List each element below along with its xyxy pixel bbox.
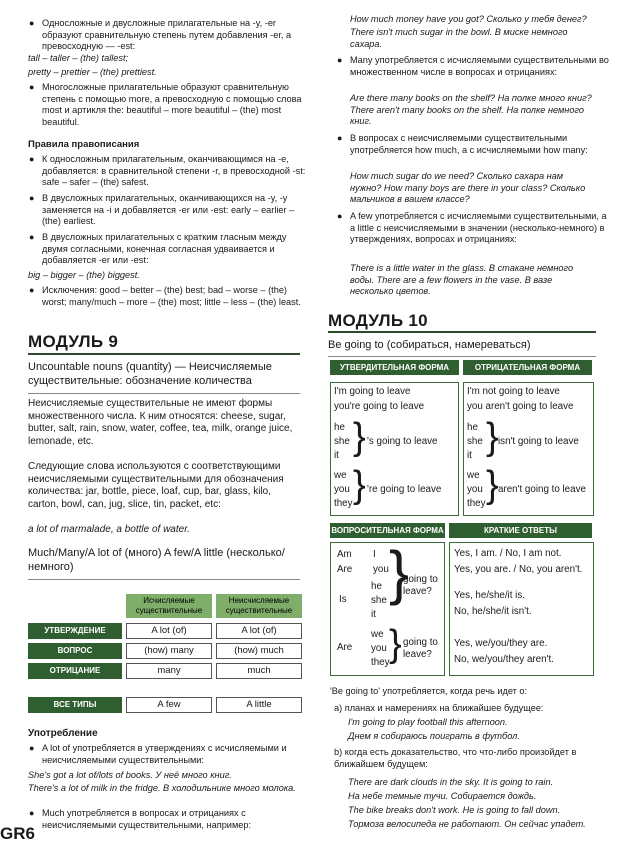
page-footer: GR6 xyxy=(0,824,35,843)
neg-verb: aren't going to leave xyxy=(498,484,586,495)
negative-box xyxy=(463,382,594,516)
example-line: I'm going to play football this afternoon. xyxy=(348,717,508,727)
question-form-header: ВОПРОСИТЕЛЬНАЯ ФОРМА xyxy=(330,523,445,538)
example-line: She's got a lot of/lots of books. У неё много книг. xyxy=(28,770,232,780)
rule-text: A few употребляется с исчисляемыми существительными, а a little с неисчисляемыми в значении (несколько-немного) в утверждениях, вопросах и отрицаниях: xyxy=(350,211,607,244)
aff-verb: 're going to leave xyxy=(367,484,442,495)
q-pronouns: he she it xyxy=(371,581,387,620)
divider xyxy=(328,356,596,357)
short-answer: Yes, we/you/they are. xyxy=(454,638,548,649)
aff-pronouns: he she it xyxy=(334,422,350,461)
m9-heading-2: Much/Many/A lot of (много) A few/A little (несколько/немного) xyxy=(28,547,285,573)
example-line: There is a little water in the glass. В стакане немного воды. There are a few flowers in the vase. В вазе несколько цветов. xyxy=(350,263,574,296)
example-line: There's a lot of milk in the fridge. В холодильнике много молока. xyxy=(28,783,296,793)
brace-icon: } xyxy=(486,416,499,458)
example-line: На небе темные тучи. Собирается дождь. xyxy=(348,791,537,801)
short-answer: No, he/she/it isn't. xyxy=(454,606,532,617)
example-line: How much sugar do we need? Сколько сахара нам нужно? How many boys are there in your class? Сколько мальчиков в вашем классе? xyxy=(350,171,586,204)
m10-heading: Be going to (собираться, намереваться) xyxy=(328,339,531,351)
example-line: Are there many books on the shelf? На полке много книг? There aren't many books on the shelf. На полке немного книг. xyxy=(350,93,592,126)
short-answer: Yes, you are. / No, you aren't. xyxy=(454,564,583,575)
m9-paragraph-2: Следующие слова используются с соответствующими неисчисляемыми существительными для обозначения количества: jar, bottle, piece, loaf, cup, bar, glass, kilo, carton, bowl, can, jug, slice, tin, packet, etc: xyxy=(28,461,284,510)
m9-paragraph-1: Неисчисляемые существительные не имеют формы множественного числа. К ним относятся: cheese, sugar, butter, salt, rain, snow, water, coffee, tea, milk, orange juice, lemonade, etc. xyxy=(28,398,293,447)
spelling-bullet xyxy=(28,154,308,189)
table-cell: much xyxy=(216,663,302,679)
affirmative-box xyxy=(330,382,459,516)
table-cell: (how) many xyxy=(126,643,212,659)
row-label-question: ВОПРОС xyxy=(28,643,122,659)
row-label-negative: ОТРИЦАНИЕ xyxy=(28,663,122,679)
q-subject: I you xyxy=(373,549,389,575)
m9-paragraph-3: a lot of marmalade, a bottle of water. xyxy=(28,524,190,535)
aff-line: you're going to leave xyxy=(334,401,425,412)
rule-text: Односложные и двусложные прилагательные на -y, -er образуют сравнительную степень путем добавления -er, а превосходную — -est: xyxy=(42,18,292,51)
neg-verb: isn't going to leave xyxy=(498,436,579,447)
usage-item: b) когда есть доказательство, что что-либо произойдет в ближайшем будущем: xyxy=(334,747,577,769)
divider xyxy=(28,353,300,355)
module-10-title: МОДУЛЬ 10 xyxy=(328,311,428,330)
brace-icon: } xyxy=(353,416,366,458)
example-line: big – bigger – (the) biggest. xyxy=(28,270,140,280)
brace-icon: } xyxy=(486,464,499,506)
table-cell: (how) much xyxy=(216,643,302,659)
affirmative-form-header: УТВЕРДИТЕЛЬНАЯ ФОРМА xyxy=(330,360,459,375)
neg-pronouns: we you they xyxy=(467,470,486,509)
usage-title: Употребление xyxy=(28,728,98,739)
q-aux: Are xyxy=(337,642,353,653)
m9-heading: Uncountable nouns (quantity) — Неисчисляемые существительные: обозначение количества xyxy=(28,361,272,387)
table-cell: A little xyxy=(216,697,302,713)
aff-pronouns: we you they xyxy=(334,470,353,509)
example-line: There are dark clouds in the sky. It is going to rain. xyxy=(348,777,554,787)
divider xyxy=(28,393,300,394)
example-line: tall – taller – (the) tallest; xyxy=(28,53,129,63)
row-label-affirmative: УТВЕРЖДЕНИЕ xyxy=(28,623,122,639)
usage-text: Much употребляется в вопросах и отрицаниях с неисчисляемыми существительными, например: xyxy=(42,808,252,830)
divider xyxy=(328,331,596,333)
usage-bullet xyxy=(28,743,308,766)
usage-intro: 'Be going to' употребляется, когда речь идет о: xyxy=(330,686,528,696)
table-head-uncountable: Неисчисляемые существительные xyxy=(216,594,302,618)
rule-text: Many употребляется с исчисляемыми существительными во множественном числе в вопросах и отрицаниях: xyxy=(350,55,609,77)
neg-line: you aren't going to leave xyxy=(467,401,574,412)
spelling-bullet xyxy=(28,232,308,267)
q-pronouns: we you they xyxy=(371,629,390,668)
table-cell: A few xyxy=(126,697,212,713)
q-aux: Is xyxy=(339,594,347,605)
table-cell: A lot (of) xyxy=(216,623,302,639)
short-answers-header: КРАТКИЕ ОТВЕТЫ xyxy=(449,523,592,538)
table-head-countable: Исчисляемые существительные xyxy=(126,594,212,618)
short-answer: Yes, he/she/it is. xyxy=(454,590,525,601)
usage-item: a) планах и намерениях на ближайшее будущее: xyxy=(334,703,544,713)
example-line: pretty – prettier – (the) prettiest. xyxy=(28,67,157,77)
how-much-bullet xyxy=(336,133,610,156)
a-few-bullet xyxy=(336,211,610,246)
spelling-text: К односложным прилагательным, оканчивающимся на -e, добавляется: в сравнительной степени -r, в превосходной -st: safe – safer – (the) safest. xyxy=(42,154,306,187)
short-answer: Yes, I am. / No, I am not. xyxy=(454,548,562,559)
table-cell: A lot (of) xyxy=(126,623,212,639)
neg-pronouns: he she it xyxy=(467,422,483,461)
aff-verb: 's going to leave xyxy=(367,436,438,447)
question-box xyxy=(330,539,445,676)
spelling-text: В двусложных прилагательных с кратким гласным между двумя согласными, конечная согласная удваивается и добавляется -er или -est: xyxy=(42,232,287,265)
module-9-title: МОДУЛЬ 9 xyxy=(28,332,119,351)
short-answers-box xyxy=(449,542,594,676)
short-answer: No, we/you/they aren't. xyxy=(454,654,554,665)
divider xyxy=(28,579,300,580)
example-line: The bike breaks don't work. He is going to fall down. xyxy=(348,805,561,815)
q-verb: going to leave? xyxy=(403,637,438,660)
spelling-title: Правила правописания xyxy=(28,139,140,150)
example-line: Днем я собираюсь поиграть в футбол. xyxy=(348,731,520,741)
q-aux: Am Are xyxy=(337,549,353,575)
q-verb: going to leave? xyxy=(403,574,438,597)
brace-icon: } xyxy=(389,623,402,665)
rule-text: В вопросах с неисчисляемыми существительными употребляется how much, а с исчисляемыми how many: xyxy=(350,133,588,155)
neg-line: I'm not going to leave xyxy=(467,386,560,397)
table-cell: many xyxy=(126,663,212,679)
example-line: How much money have you got? Сколько у тебя денег? xyxy=(350,14,587,24)
usage-bullet xyxy=(28,808,308,831)
row-label-all-types: ВСЕ ТИПЫ xyxy=(28,697,122,713)
rule-text: Многосложные прилагательные образуют сравнительную степень с помощью more, а превосходную с помощью слова most и артикля the: beautiful – more beautiful – (the) most beautiful. xyxy=(42,82,302,127)
many-bullet xyxy=(336,55,610,78)
example-line: Тормоза велосипеда не работают. Он сейчас упадет. xyxy=(348,819,586,829)
brace-icon: } xyxy=(353,464,366,506)
rule-bullet-2 xyxy=(28,82,308,128)
exceptions-text: Исключения: good – better – (the) best; bad – worse – (the) worst; many/much – more – (the) most; little – less – (the) least. xyxy=(42,285,301,307)
example-line: There isn't much sugar in the bowl. В миске немного сахара. xyxy=(350,27,568,49)
exceptions-bullet xyxy=(28,285,308,308)
spelling-text: В двусложных прилагательных, оканчивающихся на -y, -y заменяется на -i и добавляется -er или -est: early – earlier – (the) earliest. xyxy=(42,193,295,226)
aff-line: I'm going to leave xyxy=(334,386,411,397)
rule-bullet-1 xyxy=(28,18,308,53)
brace-icon: } xyxy=(389,539,410,606)
negative-form-header: ОТРИЦАТЕЛЬНАЯ ФОРМА xyxy=(463,360,592,375)
usage-text: A lot of употребляется в утверждениях с исчисляемыми и неисчисляемыми существительными: xyxy=(42,743,287,765)
spelling-bullet xyxy=(28,193,308,228)
